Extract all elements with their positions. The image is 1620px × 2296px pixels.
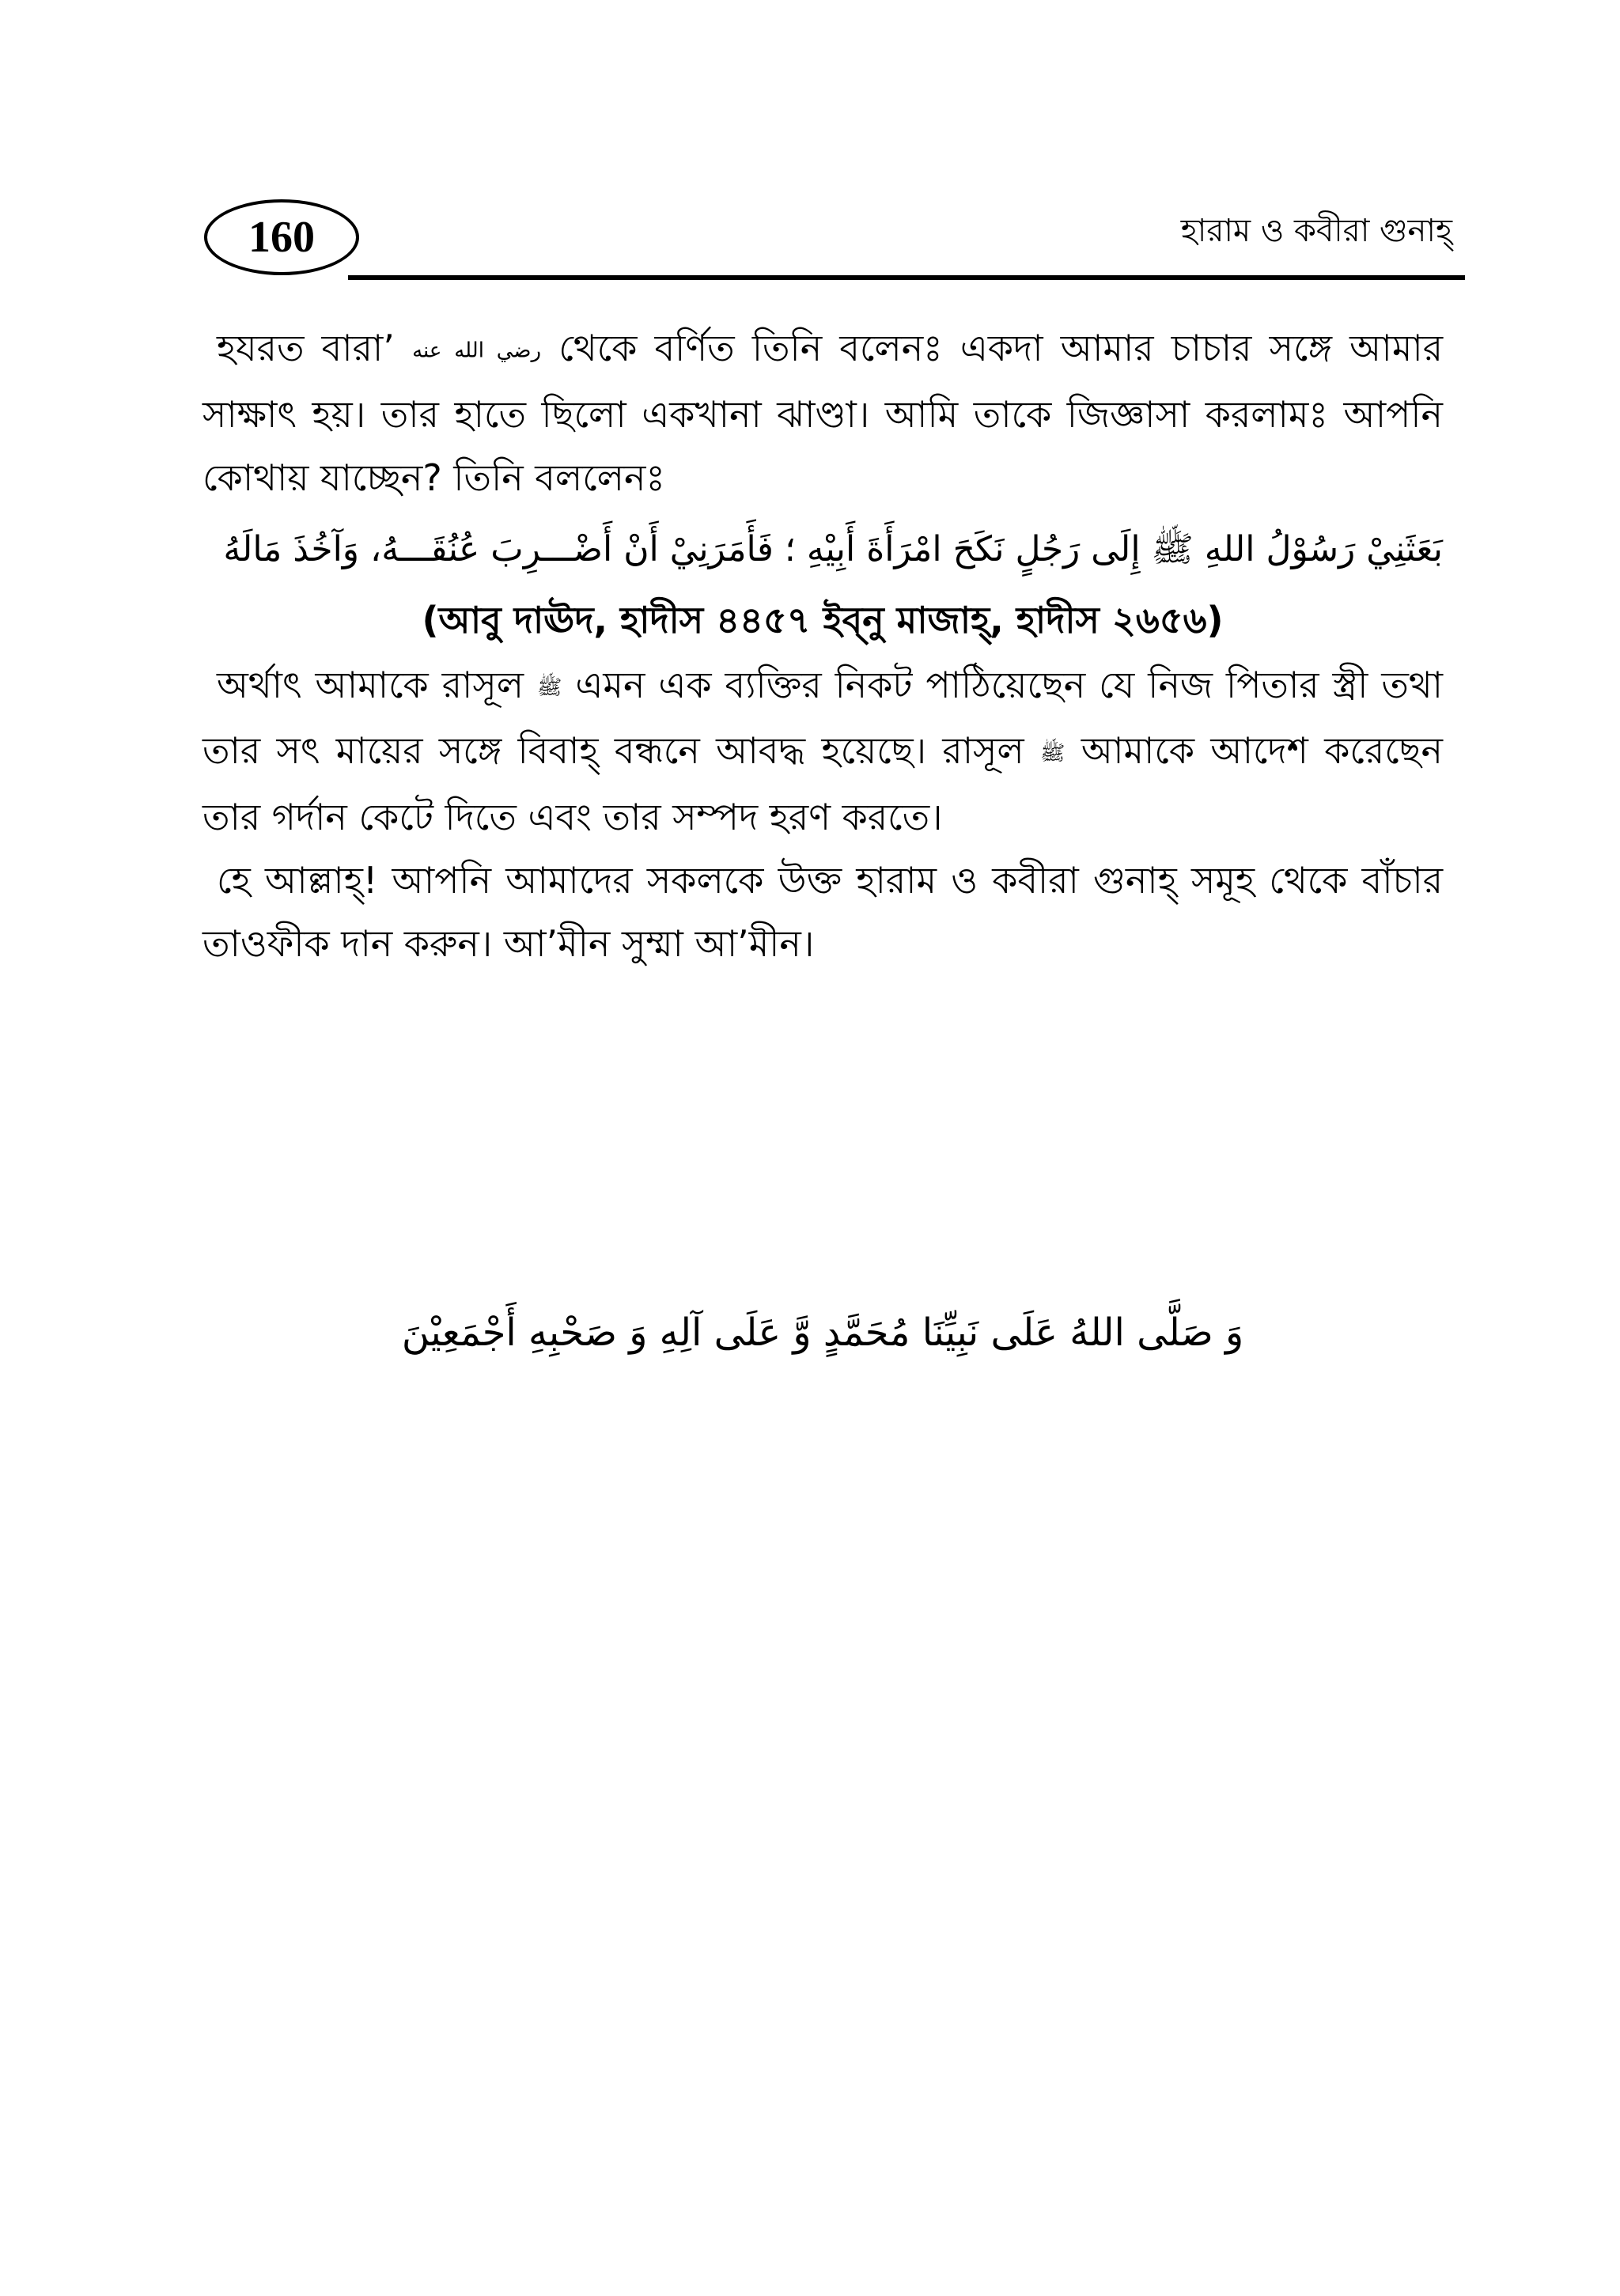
hadith-arabic-rest: إِلَى رَجُلٍ نَكَحَ امْرَأَةَ أَبِيْهِ ؛ فَأَمَرَنِيْ أَنْ أَضْـــرِبَ عُنُقَـــهُ، وَآخُذَ مَالَهُ [223, 528, 1141, 569]
narration-rest: থেকে বর্ণিত তিনি বলেনঃ একদা আমার চাচার সঙ্গে আমার সাক্ষাৎ হয়। তার হাতে ছিলো একখানা ঝাণ্ডা। আমি তাকে জিজ্ঞাসা করলামঃ আপনি কোথায় যাচ্ছেন? তিনি বললেনঃ [202, 327, 1444, 499]
narration-start: হযরত বারা’ [217, 327, 395, 369]
honorific-salawat-2: ﷺ [1040, 741, 1065, 766]
page-number-text: 160 [248, 213, 315, 262]
paragraph-translation [202, 653, 1443, 849]
honorific-salawat: ﷺ [1151, 528, 1194, 569]
hadith-arabic-start: بَعَثَنِيْ رَسُوْلُ اللهِ [1204, 528, 1443, 569]
honorific-radiallahu-anhu: رضي الله عنه [412, 339, 542, 363]
hadith-arabic-text [202, 516, 1443, 584]
honorific-salawat-1: ﷺ [537, 675, 562, 699]
paragraph-dua: হে আল্লাহ্! আপনি আমাদের সকলকে উক্ত হারাম ও কবীরা গুনাহ্ সমূহ থেকে বাঁচার তাওফীক দান করুন। আ’মীন সুম্মা আ’মীন। [202, 858, 1443, 965]
paragraph-narration [202, 316, 1443, 509]
hadith-citation: (আবু দাঊদ, হাদীস ৪৪৫৭ ইব্নু মাজাহ্, হাদীস ২৬৫৬) [422, 598, 1224, 641]
page-body [202, 316, 1443, 975]
closing-salawat-arabic: وَ صَلَّى اللهُ عَلَى نَبِيِّنَا مُحَمَّدٍ وَّ عَلَى آلِهِ وَ صَحْبِهِ أَجْمَعِيْنَ [401, 1311, 1244, 1355]
translation-part-2: এমন এক ব্যক্তির নিকট পাঠিয়েছেন যে নিজ পিতার স্ত্রী তথা তার সৎ মায়ের সঙ্গে বিবাহ্ বন্ধনে আবদ্ধ হয়েছে। রাসূল [202, 663, 1443, 772]
running-title: হারাম ও কবীরা গুনাহ্ [1180, 213, 1452, 249]
page-number [204, 199, 359, 275]
header-divider [348, 275, 1465, 280]
translation-part-1: অর্থাৎ আমাকে রাসূল [217, 663, 524, 706]
translation-part-3: আমাকে আদেশ করেছেন তার গর্দান কেটে দিতে এবং তার সম্পদ হরণ করতে। [202, 729, 1444, 838]
